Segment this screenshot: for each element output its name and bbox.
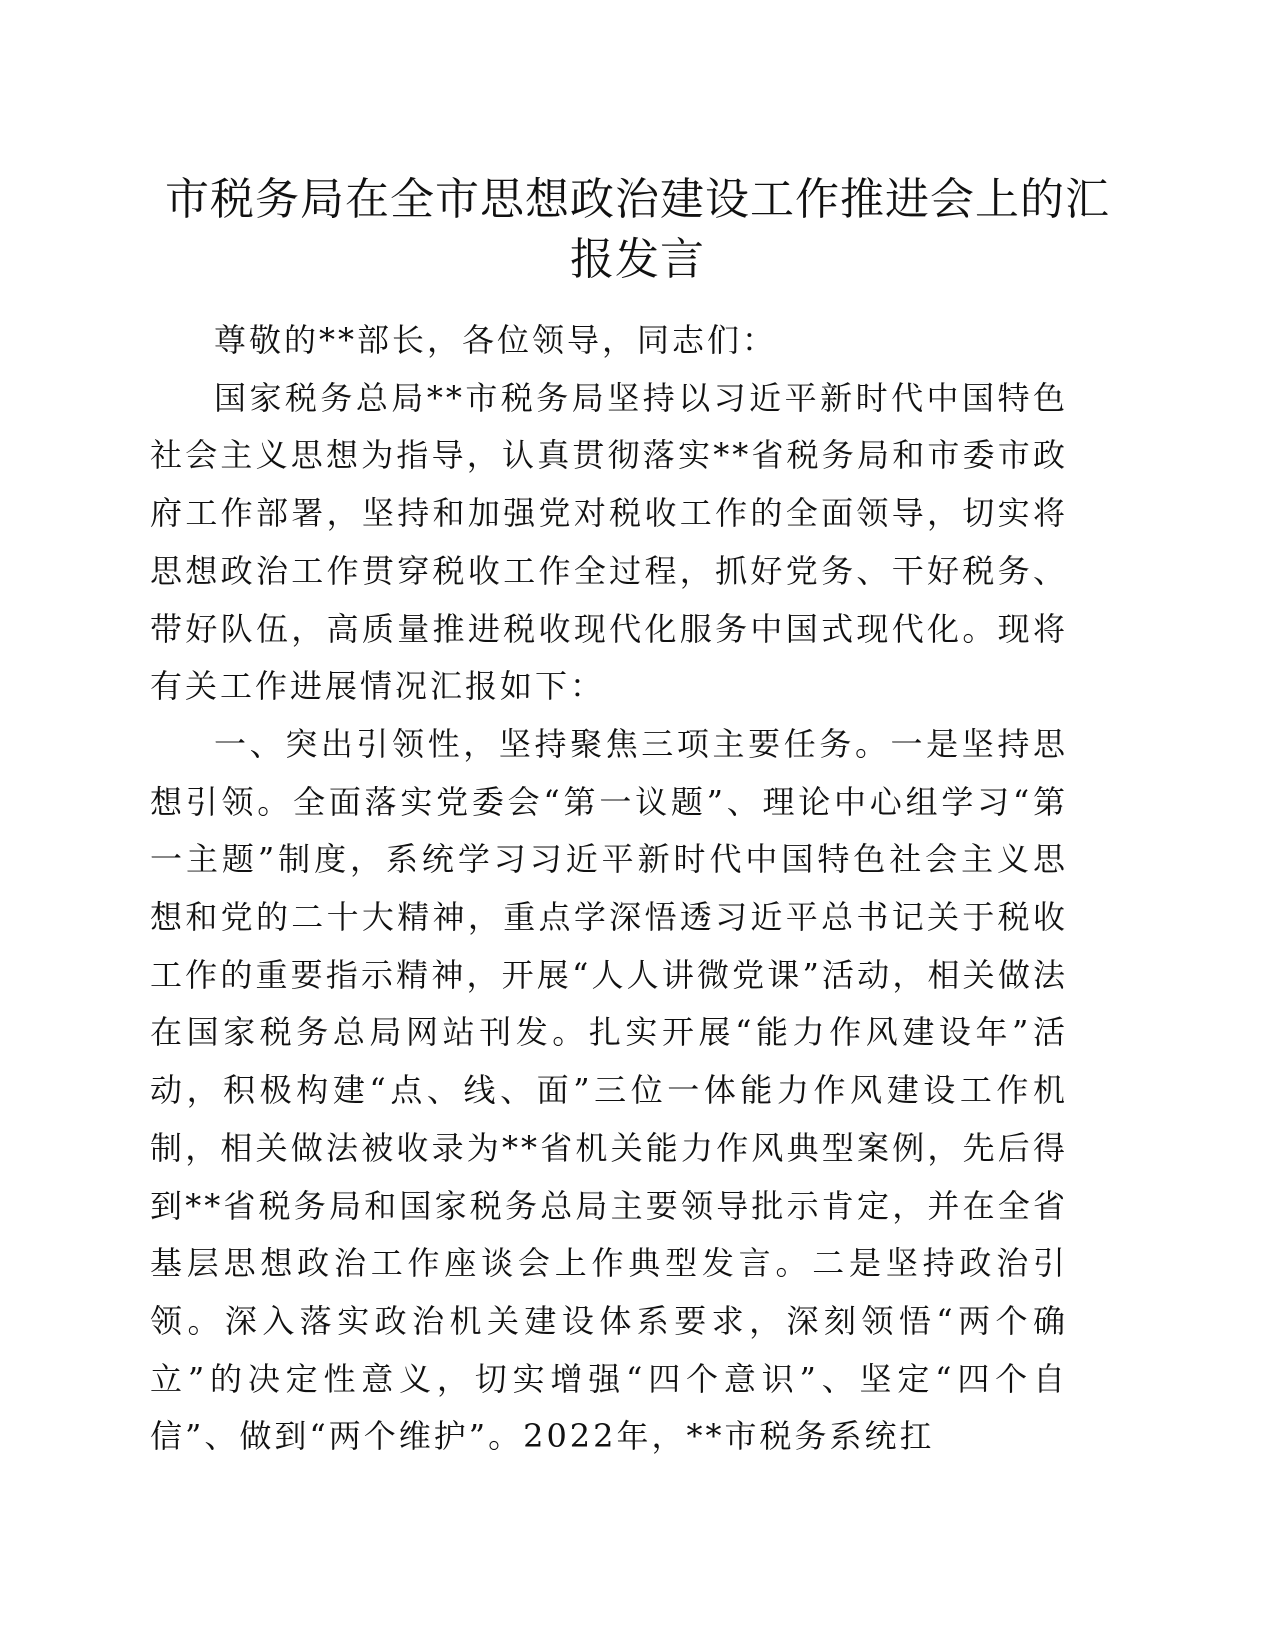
paragraph-section-one: 一、突出引领性，坚持聚焦三项主要任务。一是坚持思想引领。全面落实党委会“第一议题”、理论中心组学习“第一主题”制度，系统学习习近平新时代中国特色社会主义思想和党的二十大精神，重点学深悟透习近平总书记关于税收工作的重要指示精神，开展“人人讲微党课”活动，相关做法在国家税务总局网站刊发。扎实开展“能力作风建设年”活动，积极构建“点、线、面”三位一体能力作风建设工作机制，相关做法被收录为**省机关能力作风典型案例，先后得到**省税务局和国家税务总局主要领导批示肯定，并在全省基层思想政治工作座谈会上作典型发言。二是坚持政治引领。深入落实政治机关建设体系要求，深刻领悟“两个确立”的决定性意义，切实增强“四个意识”、坚定“四个自信”、做到“两个维护”。2022年，**市税务系统扛 — [150, 724, 1068, 1456]
document-title: 市税务局在全市思想政治建设工作推进会上的汇报发言 — [165, 174, 1110, 285]
paragraph-intro: 国家税务总局**市税务局坚持以习近平新时代中国特色社会主义思想为指导，认真贯彻落实**省税务局和市委市政府工作部署，坚持和加强党对税收工作的全面领导，切实将思想政治工作贯穿税收工作全过程，抓好党务、干好税务、带好队伍，高质量推进税收现代化服务中国式现代化。现将有关工作进展情况汇报如下： — [150, 378, 1068, 706]
salutation: 尊敬的**部长，各位领导，同志们： — [214, 321, 778, 359]
document-body — [150, 312, 1068, 1466]
